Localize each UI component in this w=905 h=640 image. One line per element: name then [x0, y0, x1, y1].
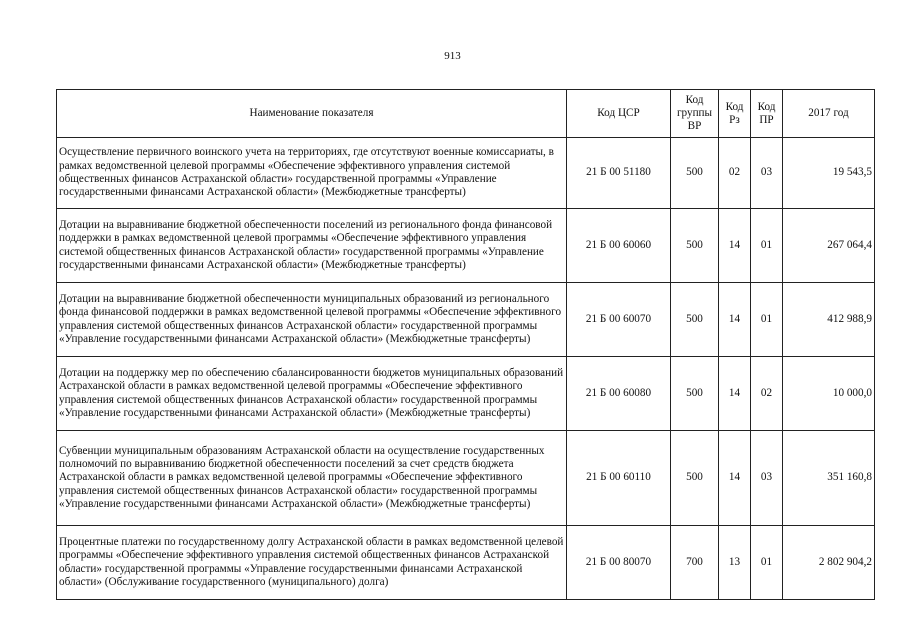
- row-csr: 21 Б 00 60110: [567, 431, 671, 526]
- table-row: [57, 283, 875, 357]
- row-name: Процентные платежи по государственному долгу Астраханской области в рамках ведомственной целевой программы «Обеспечение эффективного управления системой общественных финансов Астраханской области» государственной программы «Управление государственными финансами Астраханской области» (Обслуживание государственного (муниципального) долга): [57, 526, 567, 600]
- row-pr: 01: [751, 283, 783, 357]
- row-pr: 01: [751, 526, 783, 600]
- header-rz: Код Рз: [719, 90, 751, 138]
- table-row: [57, 357, 875, 431]
- header-csr: Код ЦСР: [567, 90, 671, 138]
- row-name: Осуществление первичного воинского учета на территориях, где отсутствуют военные комиссариаты, в рамках ведомственной целевой программы «Обеспечение эффективного управления системой общественных финансов Астраханской области» государственной программы «Управление государственными финансами Астраханской области» (Межбюджетные трансферты): [57, 138, 567, 209]
- row-vr: 700: [671, 526, 719, 600]
- header-pr: Код ПР: [751, 90, 783, 138]
- row-name: Дотации на поддержку мер по обеспечению сбалансированности бюджетов муниципальных образований Астраханской области в рамках ведомственной целевой программы «Обеспечение эффективного управления системой общественных финансов Астраханской области» государственной программы «Управление государственными финансами Астраханской области» (Межбюджетные трансферты): [57, 357, 567, 431]
- row-name: Дотации на выравнивание бюджетной обеспеченности поселений из регионального фонда финансовой поддержки в рамках ведомственной целевой программы «Обеспечение эффективного управления системой общественных финансов Астраханской области» государственной программы «Управление государственными финансами Астраханской области» (Межбюджетные трансферты): [57, 209, 567, 283]
- header-2017: 2017 год: [783, 90, 875, 138]
- table-row: [57, 526, 875, 600]
- row-pr: 03: [751, 431, 783, 526]
- row-amount: 412 988,9: [783, 283, 875, 357]
- row-vr: 500: [671, 357, 719, 431]
- row-rz: 14: [719, 357, 751, 431]
- row-rz: 14: [719, 209, 751, 283]
- page-number: 913: [444, 50, 461, 62]
- row-pr: 01: [751, 209, 783, 283]
- row-vr: 500: [671, 138, 719, 209]
- row-csr: 21 Б 00 51180: [567, 138, 671, 209]
- row-amount: 10 000,0: [783, 357, 875, 431]
- row-name: Дотации на выравнивание бюджетной обеспеченности муниципальных образований из регионального фонда финансовой поддержки в рамках ведомственной целевой программы «Обеспечение эффективного управления системой общественных финансов Астраханской области» государственной программы «Управление государственными финансами Астраханской области» (Межбюджетные трансферты): [57, 283, 567, 357]
- row-rz: 14: [719, 431, 751, 526]
- row-pr: 03: [751, 138, 783, 209]
- header-name: Наименование показателя: [57, 90, 567, 138]
- row-csr: 21 Б 00 80070: [567, 526, 671, 600]
- row-vr: 500: [671, 209, 719, 283]
- row-pr: 02: [751, 357, 783, 431]
- row-amount: 2 802 904,2: [783, 526, 875, 600]
- row-csr: 21 Б 00 60070: [567, 283, 671, 357]
- row-amount: 19 543,5: [783, 138, 875, 209]
- row-csr: 21 Б 00 60060: [567, 209, 671, 283]
- row-rz: 13: [719, 526, 751, 600]
- table-header-row: [57, 90, 875, 138]
- row-name: Субвенции муниципальным образованиям Астраханской области на осуществление государственных полномочий по выравниванию бюджетной обеспеченности поселений за счет средств бюджета Астраханской области в рамках ведомственной целевой программы «Обеспечение эффективного управления системой общественных финансов Астраханской области» государственной программы «Управление государственными финансами Астраханской области» (Межбюджетные трансферты): [57, 431, 567, 526]
- budget-table: [56, 89, 875, 600]
- table-row: [57, 138, 875, 209]
- row-rz: 02: [719, 138, 751, 209]
- row-amount: 267 064,4: [783, 209, 875, 283]
- row-vr: 500: [671, 431, 719, 526]
- table-row: [57, 209, 875, 283]
- header-vr: Код группы ВР: [671, 90, 719, 138]
- row-rz: 14: [719, 283, 751, 357]
- row-amount: 351 160,8: [783, 431, 875, 526]
- table-row: [57, 431, 875, 526]
- row-vr: 500: [671, 283, 719, 357]
- row-csr: 21 Б 00 60080: [567, 357, 671, 431]
